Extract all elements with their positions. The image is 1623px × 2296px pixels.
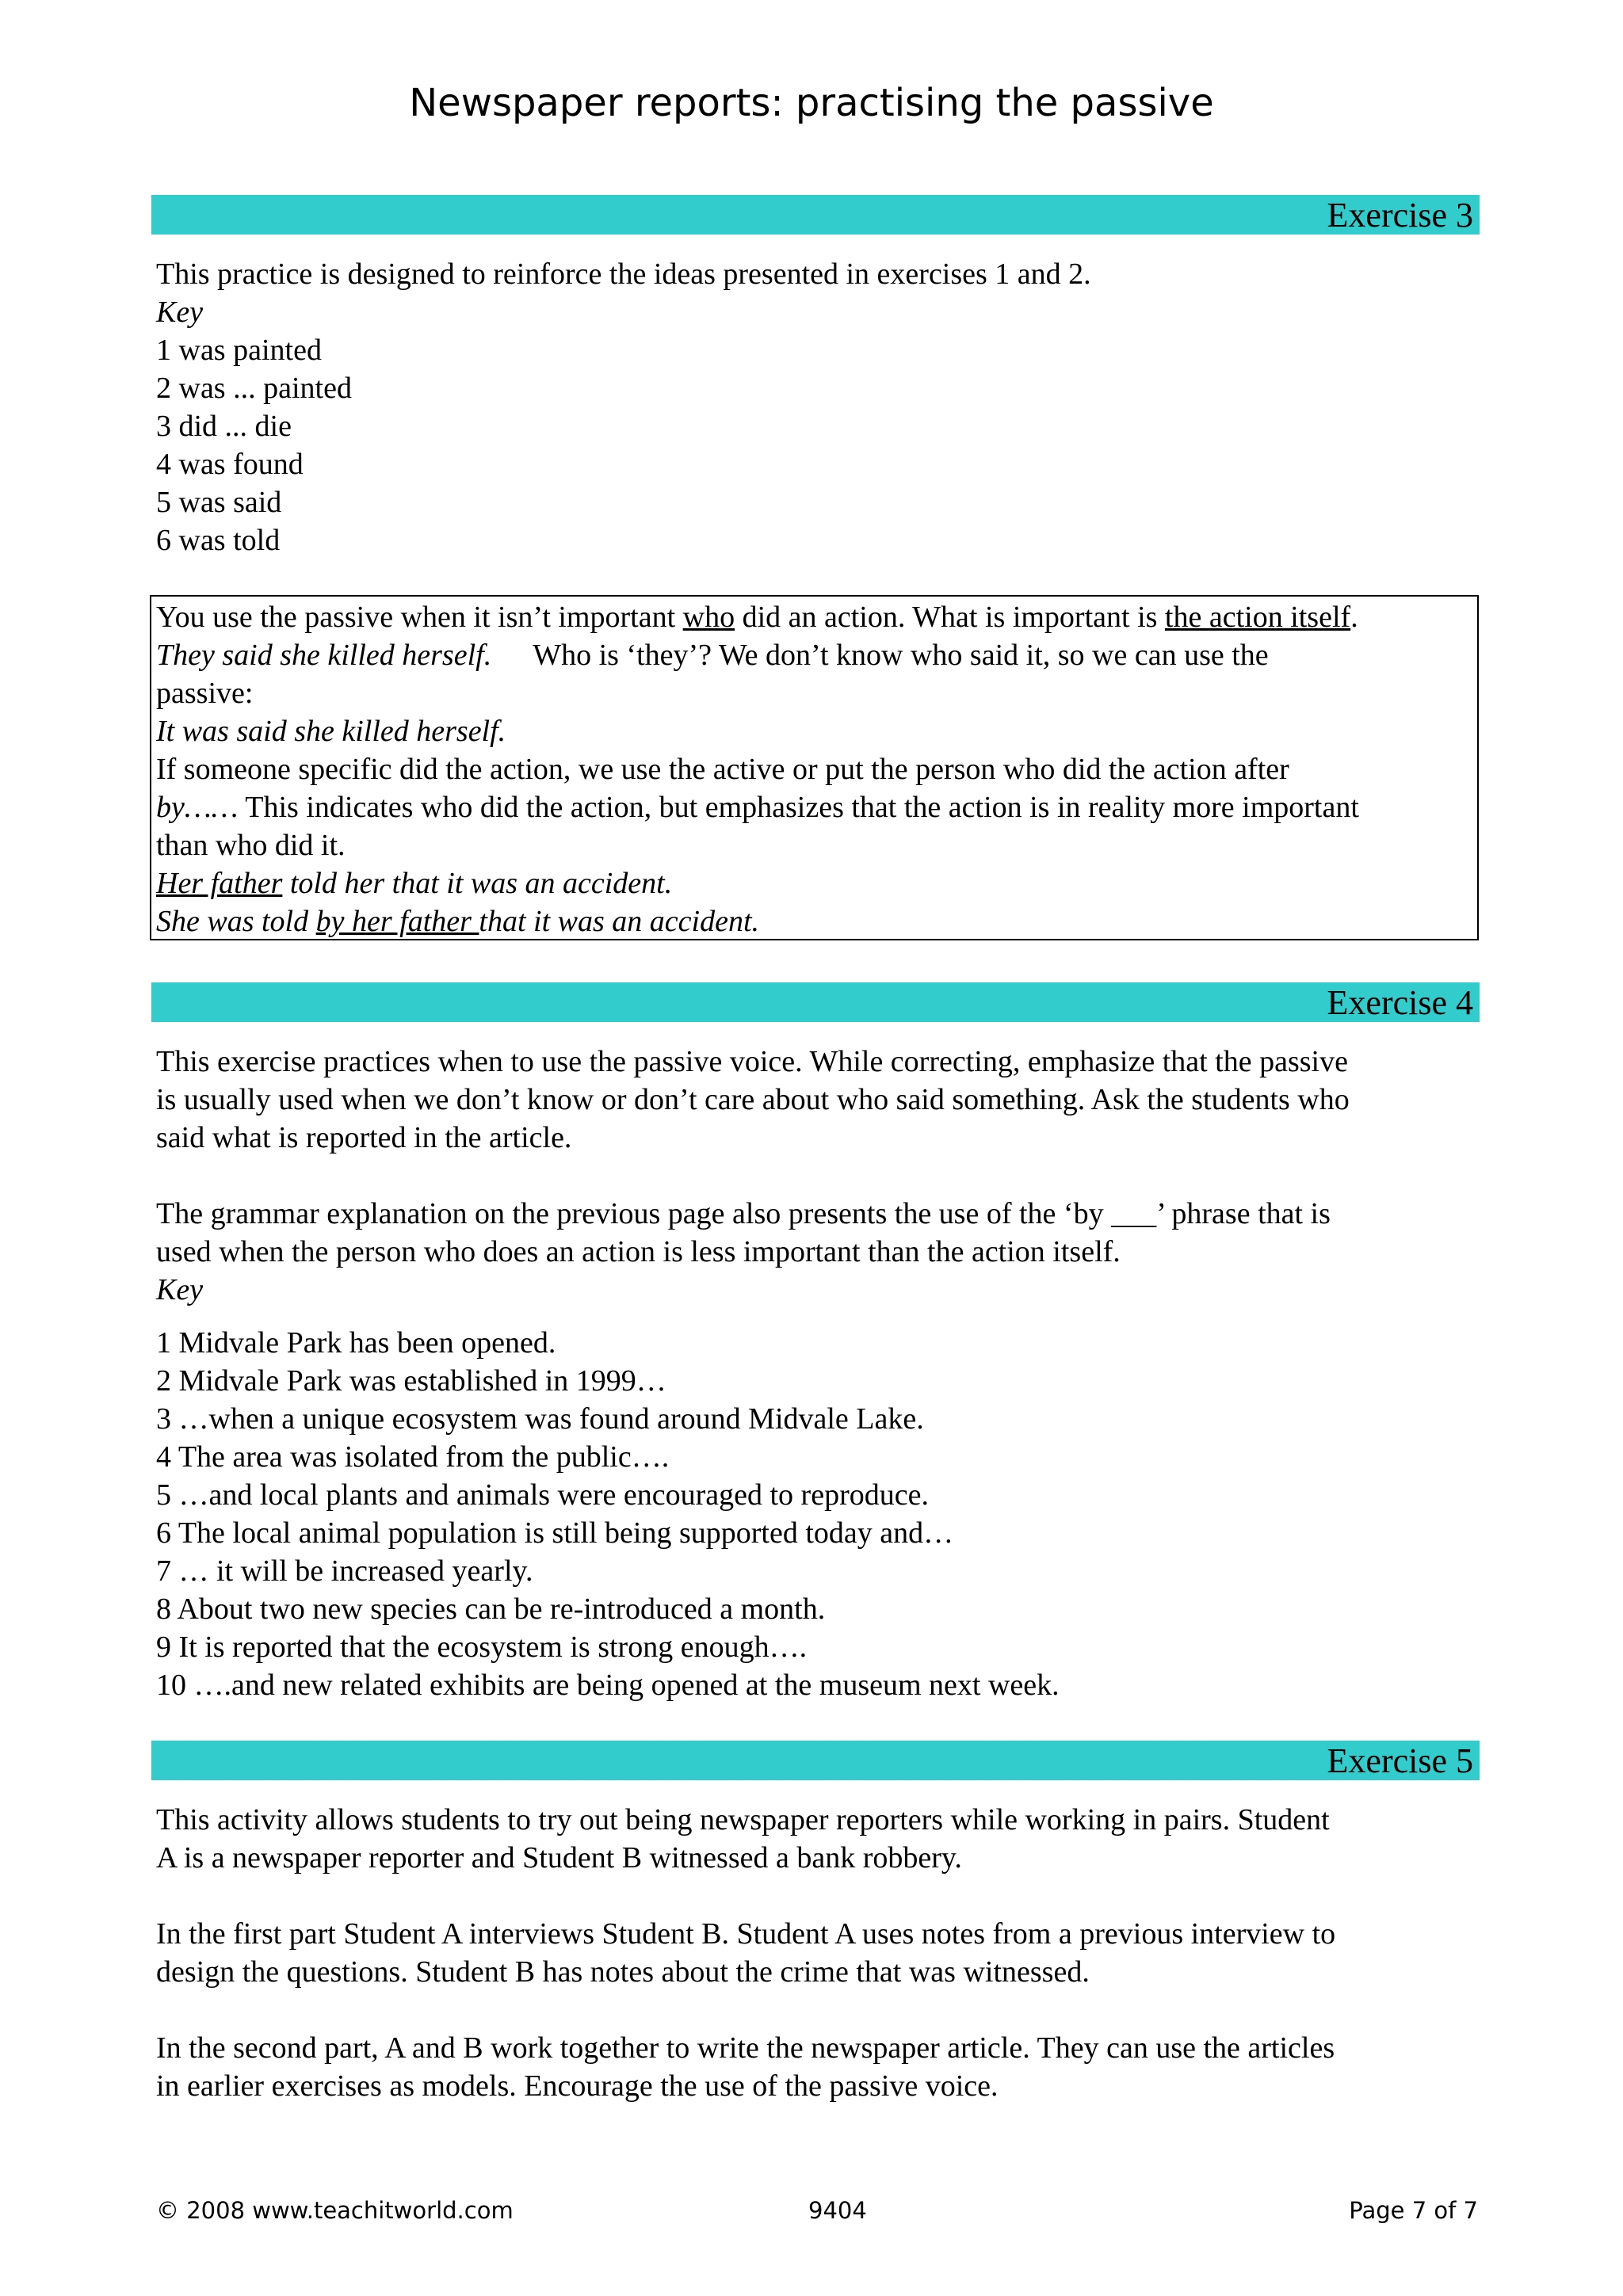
exercise-5-body (156, 1801, 1480, 2105)
grammar-line-5: If someone specific did the action, we use the active or put the person who did the action after (156, 753, 1289, 786)
answer-item: 6 was told (156, 524, 281, 557)
grammar-text: told her that it was an accident. (282, 867, 673, 900)
grammar-line-2 (156, 636, 1359, 674)
grammar-line-1 (156, 598, 1359, 636)
answer-item: 6 The local animal population is still being supported today and… (156, 1516, 954, 1550)
underlined-her-father: Her father (156, 867, 283, 900)
paragraph-line: said what is reported in the article. (156, 1121, 572, 1154)
footer-code: 9404 (808, 2197, 867, 2224)
footer-page-number: Page 7 of 7 (1349, 2197, 1478, 2224)
paragraph-line: in earlier exercises as models. Encourage the use of the passive voice. (156, 2069, 999, 2103)
paragraph-line: used when the person who does an action is less important than the action itself. (156, 1235, 1121, 1268)
answer-item: 1 was painted (156, 334, 322, 367)
grammar-explanation-text (156, 598, 1359, 940)
answer-item: 2 was ... painted (156, 372, 352, 405)
answer-item: 4 The area was isolated from the public…. (156, 1440, 670, 1474)
grammar-line-3: passive: (156, 677, 254, 710)
answer-item: 4 was found (156, 448, 304, 481)
exercise-3-intro: This practice is designed to reinforce the ideas presented in exercises 1 and 2. (156, 257, 1091, 291)
paragraph-line: A is a newspaper reporter and Student B witnessed a bank robbery. (156, 1841, 962, 1875)
exercise-3-header (151, 195, 1480, 235)
by-phrase: by…… (156, 791, 239, 824)
example-active-agent (156, 864, 1359, 902)
exercise-4-header (151, 982, 1480, 1022)
exercise-4-key-label: Key (156, 1273, 204, 1306)
grammar-line-7: than who did it. (156, 829, 346, 862)
underlined-action-itself: the action itself (1164, 601, 1351, 634)
answer-item: 10 ….and new related exhibits are being opened at the museum next week. (156, 1669, 1060, 1702)
paragraph-line: In the first part Student A interviews Student B. Student A uses notes from a previous interview to (156, 1917, 1336, 1951)
exercise-5-heading: Exercise 5 (1327, 1741, 1473, 1780)
example-active: They said she killed herself. (156, 639, 492, 672)
underlined-who: who (682, 601, 735, 634)
grammar-text: You use the passive when it isn’t important (156, 601, 683, 634)
answer-item: 2 Midvale Park was established in 1999… (156, 1364, 666, 1398)
grammar-text: This indicates who did the action, but emphasizes that the action is in reality more important (238, 791, 1359, 824)
grammar-text: She was told (156, 905, 316, 938)
exercise-3-body (156, 255, 1480, 559)
paragraph-line: In the second part, A and B work together to write the newspaper article. They can use the articles (156, 2031, 1335, 2065)
paragraph-line: This exercise practices when to use the passive voice. While correcting, emphasize that the passive (156, 1045, 1348, 1078)
paragraph-line: is usually used when we don’t know or don’t care about who said something. Ask the students who (156, 1083, 1350, 1116)
exercise-3-key-label: Key (156, 296, 204, 329)
answer-item: 8 About two new species can be re-introduced a month. (156, 1592, 826, 1626)
exercise-4-heading: Exercise 4 (1327, 983, 1473, 1022)
paragraph-line: design the questions. Student B has notes about the crime that was witnessed. (156, 1955, 1090, 1989)
grammar-text: that it was an accident. (479, 905, 759, 938)
answer-item: 9 It is reported that the ecosystem is strong enough…. (156, 1630, 808, 1664)
paragraph-line: This activity allows students to try out being newspaper reporters while working in pairs. Student (156, 1803, 1330, 1836)
example-passive-agent (156, 902, 1359, 940)
exercise-5-header (151, 1741, 1480, 1780)
example-passive: It was said she killed herself. (156, 715, 506, 748)
answer-item: 5 …and local plants and animals were encouraged to reproduce. (156, 1478, 929, 1512)
underlined-by-her-father: by her father (315, 905, 479, 938)
exercise-4-answers (156, 1324, 1480, 1704)
answer-item: 1 Midvale Park has been opened. (156, 1326, 556, 1360)
grammar-text: Who is ‘they’? We don’t know who said it, so we can use the (533, 639, 1269, 672)
grammar-line-6 (156, 788, 1359, 826)
grammar-text: . (1350, 601, 1358, 634)
answer-item: 7 … it will be increased yearly. (156, 1554, 533, 1588)
paragraph-line: The grammar explanation on the previous page also presents the use of the ‘by ___’ phrase that is (156, 1197, 1331, 1230)
page-title: Newspaper reports: practising the passive (409, 81, 1214, 125)
answer-item: 3 did ... die (156, 410, 292, 443)
answer-item: 3 …when a unique ecosystem was found around Midvale Lake. (156, 1402, 924, 1436)
exercise-3-heading: Exercise 3 (1327, 196, 1473, 235)
answer-item: 5 was said (156, 486, 282, 519)
grammar-text: did an action. What is important is (735, 601, 1165, 634)
exercise-4-body (156, 1043, 1480, 1309)
footer-copyright: © 2008 www.teachitworld.com (156, 2197, 514, 2224)
